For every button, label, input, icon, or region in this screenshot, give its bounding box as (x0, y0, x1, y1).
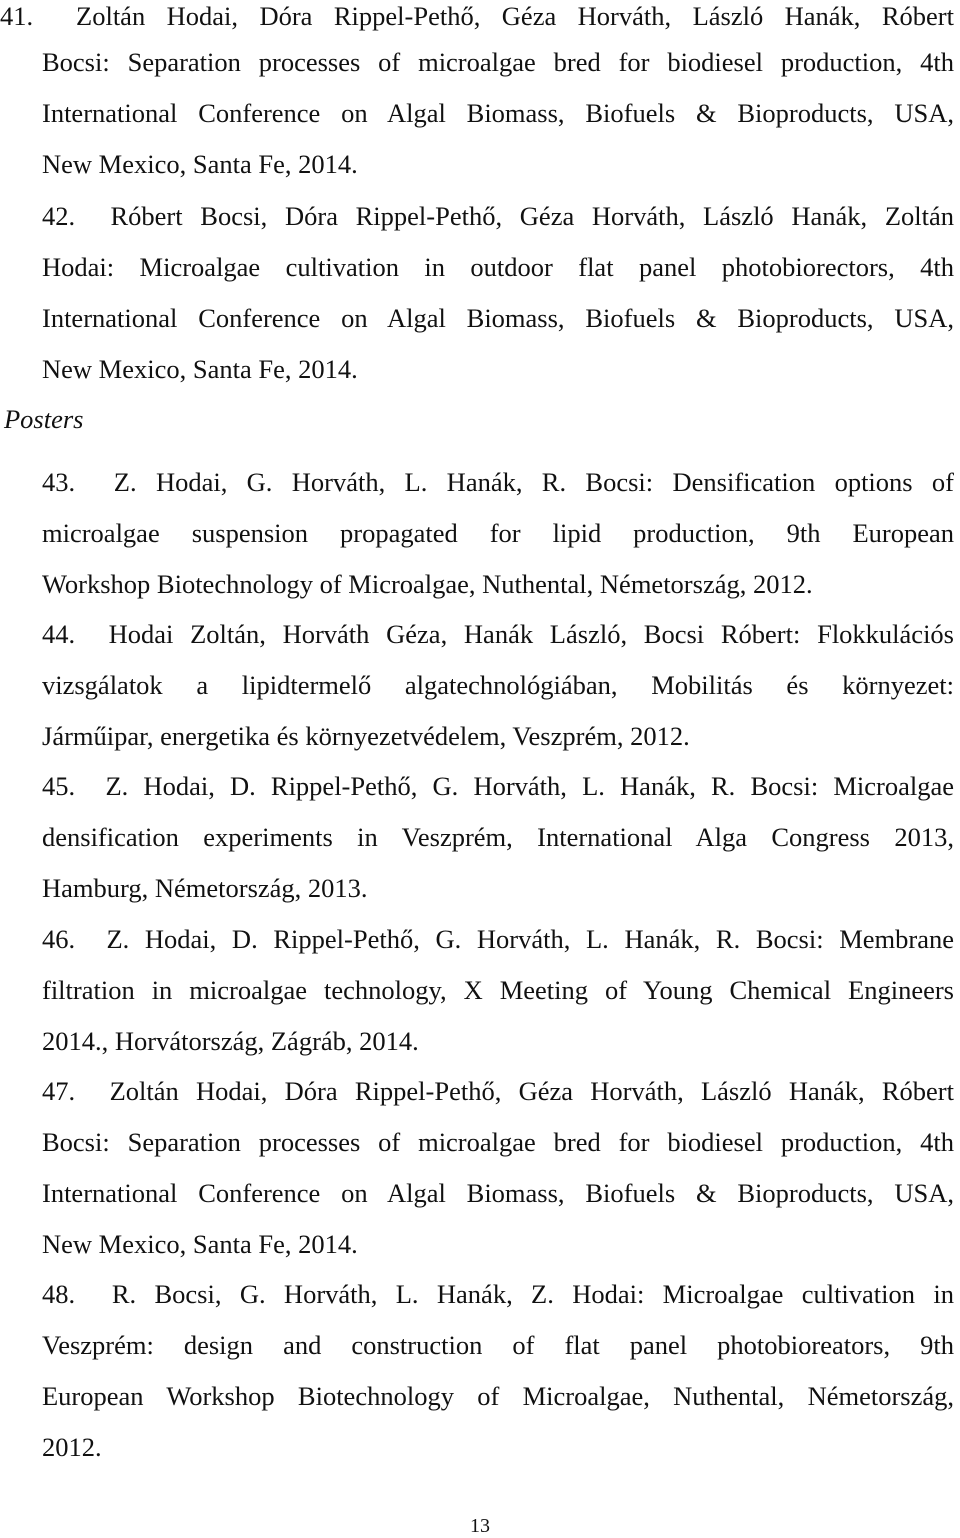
reference-line: Hodai: Microalgae cultivation in outdoor flat panel photobiorectors, 4th (42, 252, 954, 282)
reference-text: Z. Hodai, D. Rippel-Pethő, G. Horváth, L. Hanák, R. Bocsi: Microalgae (105, 771, 954, 801)
reference-line: International Conference on Algal Biomass, Biofuels & Bioproducts, USA, (42, 1178, 954, 1208)
reference-line: International Conference on Algal Biomass, Biofuels & Bioproducts, USA, (42, 303, 954, 333)
reference-line (42, 1075, 954, 1107)
reference-line: Járműipar, energetika és környezetvédelem, Veszprém, 2012. (42, 721, 690, 751)
reference-text: Zoltán Hodai, Dóra Rippel-Pethő, Géza Horváth, László Hanák, Róbert (109, 1076, 954, 1106)
reference-text: Zoltán Hodai, Dóra Rippel-Pethő, Géza Horváth, László Hanák, Róbert (76, 1, 954, 31)
section-heading-posters: Posters (4, 404, 84, 434)
reference-number: 45. (42, 771, 76, 801)
reference-text: Z. Hodai, D. Rippel-Pethő, G. Horváth, L. Hanák, R. Bocsi: Membrane (106, 924, 955, 954)
reference-line: New Mexico, Santa Fe, 2014. (42, 354, 358, 384)
reference-line (42, 770, 954, 802)
reference-line: filtration in microalgae technology, X Meeting of Young Chemical Engineers (42, 975, 954, 1005)
reference-number: 48. (42, 1279, 76, 1309)
reference-number: 47. (42, 1076, 76, 1106)
reference-line (42, 200, 954, 232)
reference-number: 43. (42, 467, 76, 497)
reference-line: Bocsi: Separation processes of microalgae bred for biodiesel production, 4th (42, 47, 954, 77)
reference-line (42, 923, 954, 955)
reference-line: International Conference on Algal Biomass, Biofuels & Bioproducts, USA, (42, 98, 954, 128)
reference-line: Workshop Biotechnology of Microalgae, Nuthental, Németország, 2012. (42, 569, 813, 599)
reference-number: 42. (42, 201, 76, 231)
reference-number: 44. (42, 619, 76, 649)
reference-text: Z. Hodai, G. Horváth, L. Hanák, R. Bocsi: Densification options of (113, 467, 955, 497)
reference-line: 2014., Horvátország, Zágráb, 2014. (42, 1026, 419, 1056)
reference-line: microalgae suspension propagated for lipid production, 9th European (42, 518, 954, 548)
reference-line: 2012. (42, 1432, 102, 1462)
reference-text: R. Bocsi, G. Horváth, L. Hanák, Z. Hodai: Microalgae cultivation in (111, 1279, 954, 1309)
reference-line: New Mexico, Santa Fe, 2014. (42, 1229, 358, 1259)
reference-text: Hodai Zoltán, Horváth Géza, Hanák László, Bocsi Róbert: Flokkulációs (108, 619, 954, 649)
reference-line (42, 618, 954, 650)
reference-line: Hamburg, Németország, 2013. (42, 873, 368, 903)
reference-line: densification experiments in Veszprém, International Alga Congress 2013, (42, 822, 954, 852)
reference-number: 41. (0, 1, 34, 31)
reference-line (42, 1278, 954, 1310)
reference-text: Róbert Bocsi, Dóra Rippel-Pethő, Géza Horváth, László Hanák, Zoltán (110, 201, 955, 231)
reference-line: Bocsi: Separation processes of microalgae bred for biodiesel production, 4th (42, 1127, 954, 1157)
reference-line (42, 466, 954, 498)
reference-line: New Mexico, Santa Fe, 2014. (42, 149, 358, 179)
reference-line: European Workshop Biotechnology of Microalgae, Nuthental, Németország, (42, 1381, 954, 1411)
reference-line: Veszprém: design and construction of flat panel photobioreators, 9th (42, 1330, 954, 1360)
page-number: 13 (470, 1515, 490, 1537)
reference-line (0, 0, 954, 32)
reference-number: 46. (42, 924, 76, 954)
reference-line: vizsgálatok a lipidtermelő algatechnológiában, Mobilitás és környezet: (42, 670, 954, 700)
